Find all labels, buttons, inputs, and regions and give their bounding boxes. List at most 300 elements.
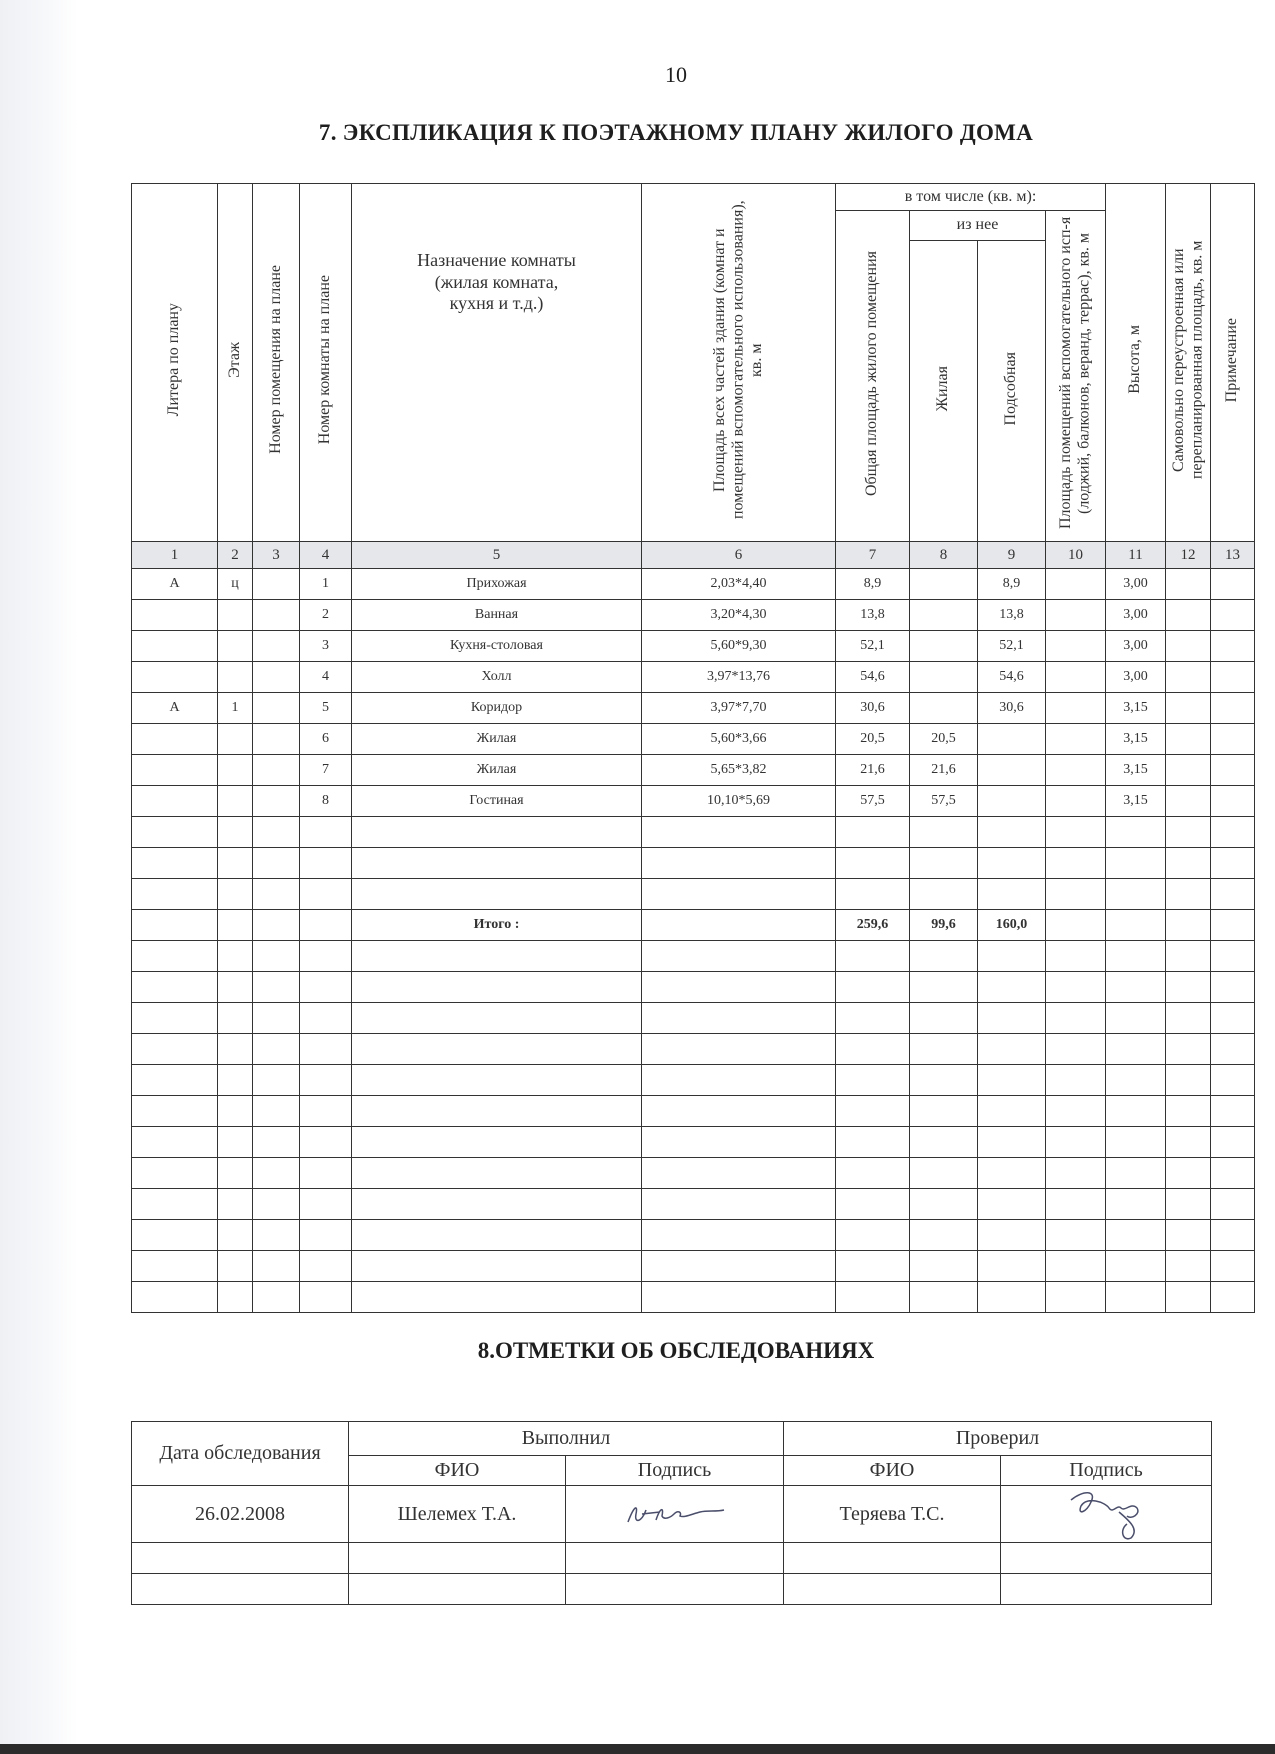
note-cell [1211,848,1255,879]
floor-cell [218,910,253,941]
empty-cell [253,1034,300,1065]
height-cell: 3,15 [1106,755,1166,786]
aux-premises-cell [1046,755,1106,786]
empty-cell [910,1220,978,1251]
purpose-cell: Коридор [352,693,642,724]
column-number: 7 [836,542,910,569]
floor-cell [218,848,253,879]
litera-cell: А [132,693,218,724]
empty-cell [910,1065,978,1096]
unauthorized-cell [1166,693,1211,724]
empty-cell [132,941,218,972]
note-cell [1211,879,1255,910]
checker-signature-cell [1001,1574,1212,1605]
floor-cell [218,786,253,817]
empty-cell [836,1282,910,1313]
performer-fio-cell [349,1543,566,1574]
empty-cell [1166,1158,1211,1189]
table-row [132,693,1255,724]
checker-signature-cell [1001,1543,1212,1574]
empty-cell [1106,1096,1166,1127]
empty-cell [1166,1189,1211,1220]
empty-cell [642,1251,836,1282]
empty-cell [300,1251,352,1282]
header-living: Жилая [910,241,978,542]
dimensions-cell [642,817,836,848]
total-area-cell: 57,5 [836,786,910,817]
empty-cell [132,972,218,1003]
floor-cell [218,879,253,910]
empty-cell [1046,1034,1106,1065]
empty-cell [1106,1220,1166,1251]
header-checker-fio: ФИО [784,1456,1001,1486]
aux-premises-cell [1046,879,1106,910]
column-number: 5 [352,542,642,569]
empty-cell [1166,1003,1211,1034]
empty-cell [253,941,300,972]
litera-cell: А [132,569,218,600]
empty-cell [910,941,978,972]
empty-cell [218,1220,253,1251]
header-performed: Выполнил [349,1422,784,1456]
unauthorized-cell [1166,631,1211,662]
premise-cell [253,631,300,662]
header-floor: Этаж [218,184,253,542]
header-checked: Проверил [784,1422,1212,1456]
empty-cell [978,972,1046,1003]
living-area-cell [910,569,978,600]
purpose-cell: Кухня-столовая [352,631,642,662]
unauthorized-cell [1166,600,1211,631]
living-area-cell [910,662,978,693]
room-number-cell: 7 [300,755,352,786]
header-of-which: из нее [910,211,1046,241]
empty-cell [978,1158,1046,1189]
empty-cell [642,972,836,1003]
purpose-cell: Итого : [352,910,642,941]
aux-area-cell: 54,6 [978,662,1046,693]
unauthorized-cell [1166,662,1211,693]
empty-cell [642,1282,836,1313]
height-cell [1106,879,1166,910]
empty-cell [253,1251,300,1282]
dimensions-cell [642,848,836,879]
empty-cell [218,1096,253,1127]
purpose-cell: Гостиная [352,786,642,817]
dimensions-cell [642,910,836,941]
empty-cell [1166,1034,1211,1065]
empty-cell [642,1127,836,1158]
empty-cell [132,1251,218,1282]
floor-cell [218,662,253,693]
empty-cell [1166,1282,1211,1313]
note-cell [1211,755,1255,786]
column-number: 9 [978,542,1046,569]
empty-cell [352,1096,642,1127]
column-number: 13 [1211,542,1255,569]
empty-cell [1166,972,1211,1003]
empty-row [132,1251,1255,1282]
empty-row [132,1096,1255,1127]
empty-cell [1046,1096,1106,1127]
empty-cell [1211,1189,1255,1220]
empty-row [132,972,1255,1003]
litera-cell [132,848,218,879]
performer-signature-cell [566,1543,784,1574]
empty-cell [1166,1220,1211,1251]
empty-cell [978,1189,1046,1220]
litera-cell [132,817,218,848]
empty-cell [1211,1127,1255,1158]
table-row [132,662,1255,693]
empty-cell [1046,972,1106,1003]
empty-cell [642,1220,836,1251]
empty-cell [218,972,253,1003]
empty-cell [218,1282,253,1313]
living-area-cell [910,631,978,662]
total-area-cell [836,817,910,848]
premise-cell [253,848,300,879]
premise-cell [253,662,300,693]
empty-cell [978,941,1046,972]
purpose-cell: Жилая [352,755,642,786]
room-number-cell: 8 [300,786,352,817]
room-number-cell [300,848,352,879]
empty-cell [218,941,253,972]
empty-cell [253,1065,300,1096]
empty-cell [218,1189,253,1220]
scan-margin-shadow [0,0,78,1754]
empty-cell [132,1065,218,1096]
height-cell: 3,00 [1106,600,1166,631]
total-area-cell: 54,6 [836,662,910,693]
living-area-cell: 21,6 [910,755,978,786]
empty-cell [1166,1065,1211,1096]
empty-cell [1211,1282,1255,1313]
examinations-title: 8.ОТМЕТКИ ОБ ОБСЛЕДОВАНИЯХ [477,1338,875,1363]
height-cell [1106,848,1166,879]
total-area-cell: 13,8 [836,600,910,631]
explication-table [131,183,1255,1313]
total-area-cell [836,848,910,879]
empty-cell [1211,972,1255,1003]
total-area-cell: 20,5 [836,724,910,755]
height-cell: 3,15 [1106,724,1166,755]
empty-cell [1046,1158,1106,1189]
exam-date-cell: 26.02.2008 [132,1486,349,1543]
header-litera: Литера по плану [132,184,218,542]
empty-cell [910,1189,978,1220]
empty-cell [352,1127,642,1158]
table-row [132,600,1255,631]
aux-area-cell [978,817,1046,848]
empty-cell [1211,1034,1255,1065]
table-row [132,755,1255,786]
empty-cell [1046,1220,1106,1251]
empty-cell [253,1189,300,1220]
empty-cell [218,1065,253,1096]
empty-cell [352,1065,642,1096]
empty-cell [352,1158,642,1189]
premise-cell [253,693,300,724]
empty-cell [642,1065,836,1096]
empty-cell [300,1096,352,1127]
empty-cell [1106,1189,1166,1220]
litera-cell [132,879,218,910]
empty-cell [1211,1065,1255,1096]
floor-cell [218,817,253,848]
premise-cell [253,817,300,848]
dimensions-cell: 5,65*3,82 [642,755,836,786]
floor-cell [218,631,253,662]
aux-area-cell [978,786,1046,817]
note-cell [1211,569,1255,600]
floor-cell: ц [218,569,253,600]
explication-body [132,569,1255,1313]
empty-cell [253,1282,300,1313]
living-area-cell [910,600,978,631]
empty-cell [910,972,978,1003]
empty-cell [352,1251,642,1282]
empty-cell [218,1034,253,1065]
living-area-cell [910,817,978,848]
floor-cell [218,600,253,631]
premise-cell [253,755,300,786]
premise-cell [253,786,300,817]
empty-cell [352,1220,642,1251]
empty-cell [1106,1034,1166,1065]
note-cell [1211,631,1255,662]
aux-area-cell: 52,1 [978,631,1046,662]
empty-cell [132,1282,218,1313]
empty-row [132,1158,1255,1189]
floor-cell [218,755,253,786]
empty-row [132,1034,1255,1065]
column-number: 11 [1106,542,1166,569]
empty-row [132,1065,1255,1096]
empty-cell [1046,1065,1106,1096]
empty-cell [132,1096,218,1127]
room-number-cell: 6 [300,724,352,755]
empty-cell [836,1127,910,1158]
empty-cell [910,1158,978,1189]
height-cell: 3,00 [1106,569,1166,600]
header-unauthorized: Самовольно переустроенная или перепланированная площадь, кв. м [1166,184,1211,542]
header-aux-area: Площадь помещений вспомогательного исп-я (лоджий, балконов, веранд, террас), кв. м [1046,211,1106,542]
aux-premises-cell [1046,786,1106,817]
column-numbers-row [132,542,1255,569]
empty-cell [253,1003,300,1034]
empty-cell [218,1003,253,1034]
exam-date-cell [132,1574,349,1605]
empty-cell [300,1065,352,1096]
empty-cell [218,1127,253,1158]
empty-cell [352,941,642,972]
empty-row [132,1220,1255,1251]
empty-cell [836,972,910,1003]
purpose-cell: Жилая [352,724,642,755]
aux-premises-cell [1046,724,1106,755]
dimensions-cell: 5,60*3,66 [642,724,836,755]
exam-row [132,1543,1212,1574]
empty-cell [300,1282,352,1313]
room-number-cell [300,910,352,941]
column-number: 1 [132,542,218,569]
aux-area-cell: 30,6 [978,693,1046,724]
empty-cell [1106,1282,1166,1313]
room-number-cell [300,879,352,910]
empty-cell [253,1096,300,1127]
room-number-cell: 5 [300,693,352,724]
checker-signature-cell [1001,1486,1212,1543]
empty-cell [836,1065,910,1096]
empty-row [132,941,1255,972]
total-area-cell [836,879,910,910]
empty-cell [910,1003,978,1034]
empty-cell [352,1282,642,1313]
empty-row [132,1003,1255,1034]
empty-cell [1106,1003,1166,1034]
empty-cell [1106,972,1166,1003]
empty-cell [300,941,352,972]
aux-premises-cell [1046,569,1106,600]
unauthorized-cell [1166,755,1211,786]
table-row [132,786,1255,817]
empty-cell [300,1189,352,1220]
empty-cell [978,1003,1046,1034]
aux-area-cell: 8,9 [978,569,1046,600]
header-area-all: Площадь всех частей здания (комнат и помещений вспомогательного использования), кв. м [642,184,836,542]
unauthorized-cell [1166,879,1211,910]
aux-premises-cell [1046,848,1106,879]
table-row [132,817,1255,848]
height-cell [1106,910,1166,941]
aux-premises-cell [1046,817,1106,848]
empty-cell [642,1003,836,1034]
performer-fio-cell: Шелемех Т.А. [349,1486,566,1543]
header-premise-number: Номер помещения на плане [253,184,300,542]
header-room-number: Номер комнаты на плане [300,184,352,542]
purpose-cell [352,848,642,879]
column-number: 6 [642,542,836,569]
note-cell [1211,693,1255,724]
note-cell [1211,817,1255,848]
total-area-cell: 21,6 [836,755,910,786]
empty-cell [300,1220,352,1251]
empty-cell [910,1282,978,1313]
empty-cell [642,941,836,972]
dimensions-cell: 2,03*4,40 [642,569,836,600]
empty-cell [1106,1127,1166,1158]
empty-cell [1106,1251,1166,1282]
total-area-cell: 30,6 [836,693,910,724]
empty-cell [978,1096,1046,1127]
empty-cell [1106,1158,1166,1189]
empty-cell [1211,1096,1255,1127]
header-exam-date: Дата обследования [132,1422,349,1486]
empty-cell [642,1158,836,1189]
empty-cell [1166,1127,1211,1158]
empty-cell [978,1127,1046,1158]
table-row [132,848,1255,879]
empty-cell [1211,1158,1255,1189]
empty-cell [642,1189,836,1220]
checker-fio-cell [784,1574,1001,1605]
litera-cell [132,910,218,941]
total-area-cell: 52,1 [836,631,910,662]
premise-cell [253,569,300,600]
empty-cell [1046,1189,1106,1220]
empty-cell [352,1034,642,1065]
empty-cell [836,1251,910,1282]
column-number: 2 [218,542,253,569]
empty-cell [300,972,352,1003]
empty-cell [352,1003,642,1034]
empty-cell [1211,1251,1255,1282]
living-area-cell: 20,5 [910,724,978,755]
dimensions-cell: 10,10*5,69 [642,786,836,817]
empty-cell [1046,1127,1106,1158]
aux-area-cell: 160,0 [978,910,1046,941]
empty-cell [1211,1220,1255,1251]
living-area-cell: 99,6 [910,910,978,941]
empty-cell [1046,1003,1106,1034]
total-area-cell: 259,6 [836,910,910,941]
empty-cell [132,1127,218,1158]
room-number-cell: 2 [300,600,352,631]
empty-row [132,1127,1255,1158]
performer-signature-cell [566,1486,784,1543]
empty-cell [1211,1003,1255,1034]
note-cell [1211,786,1255,817]
empty-cell [132,1189,218,1220]
note-cell [1211,662,1255,693]
performer-signature-cell [566,1574,784,1605]
checker-fio-cell: Теряева Т.С. [784,1486,1001,1543]
empty-cell [836,1096,910,1127]
empty-cell [218,1251,253,1282]
column-number: 3 [253,542,300,569]
empty-row [132,1189,1255,1220]
room-number-cell [300,817,352,848]
empty-cell [1046,1251,1106,1282]
header-note: Примечание [1211,184,1255,542]
empty-cell [300,1158,352,1189]
height-cell [1106,817,1166,848]
header-height: Высота, м [1106,184,1166,542]
unauthorized-cell [1166,569,1211,600]
aux-area-cell: 13,8 [978,600,1046,631]
empty-row [132,1282,1255,1313]
height-cell: 3,15 [1106,693,1166,724]
note-cell [1211,724,1255,755]
aux-premises-cell [1046,600,1106,631]
empty-cell [836,1158,910,1189]
handwritten-signature [1061,1486,1151,1542]
checker-fio-cell [784,1543,1001,1574]
empty-cell [218,1158,253,1189]
exam-date-cell [132,1543,349,1574]
examinations-table [131,1421,1212,1605]
column-number: 8 [910,542,978,569]
table-row [132,879,1255,910]
room-number-cell: 4 [300,662,352,693]
note-cell [1211,600,1255,631]
empty-cell [300,1003,352,1034]
column-number: 4 [300,542,352,569]
empty-cell [132,1034,218,1065]
unauthorized-cell [1166,848,1211,879]
